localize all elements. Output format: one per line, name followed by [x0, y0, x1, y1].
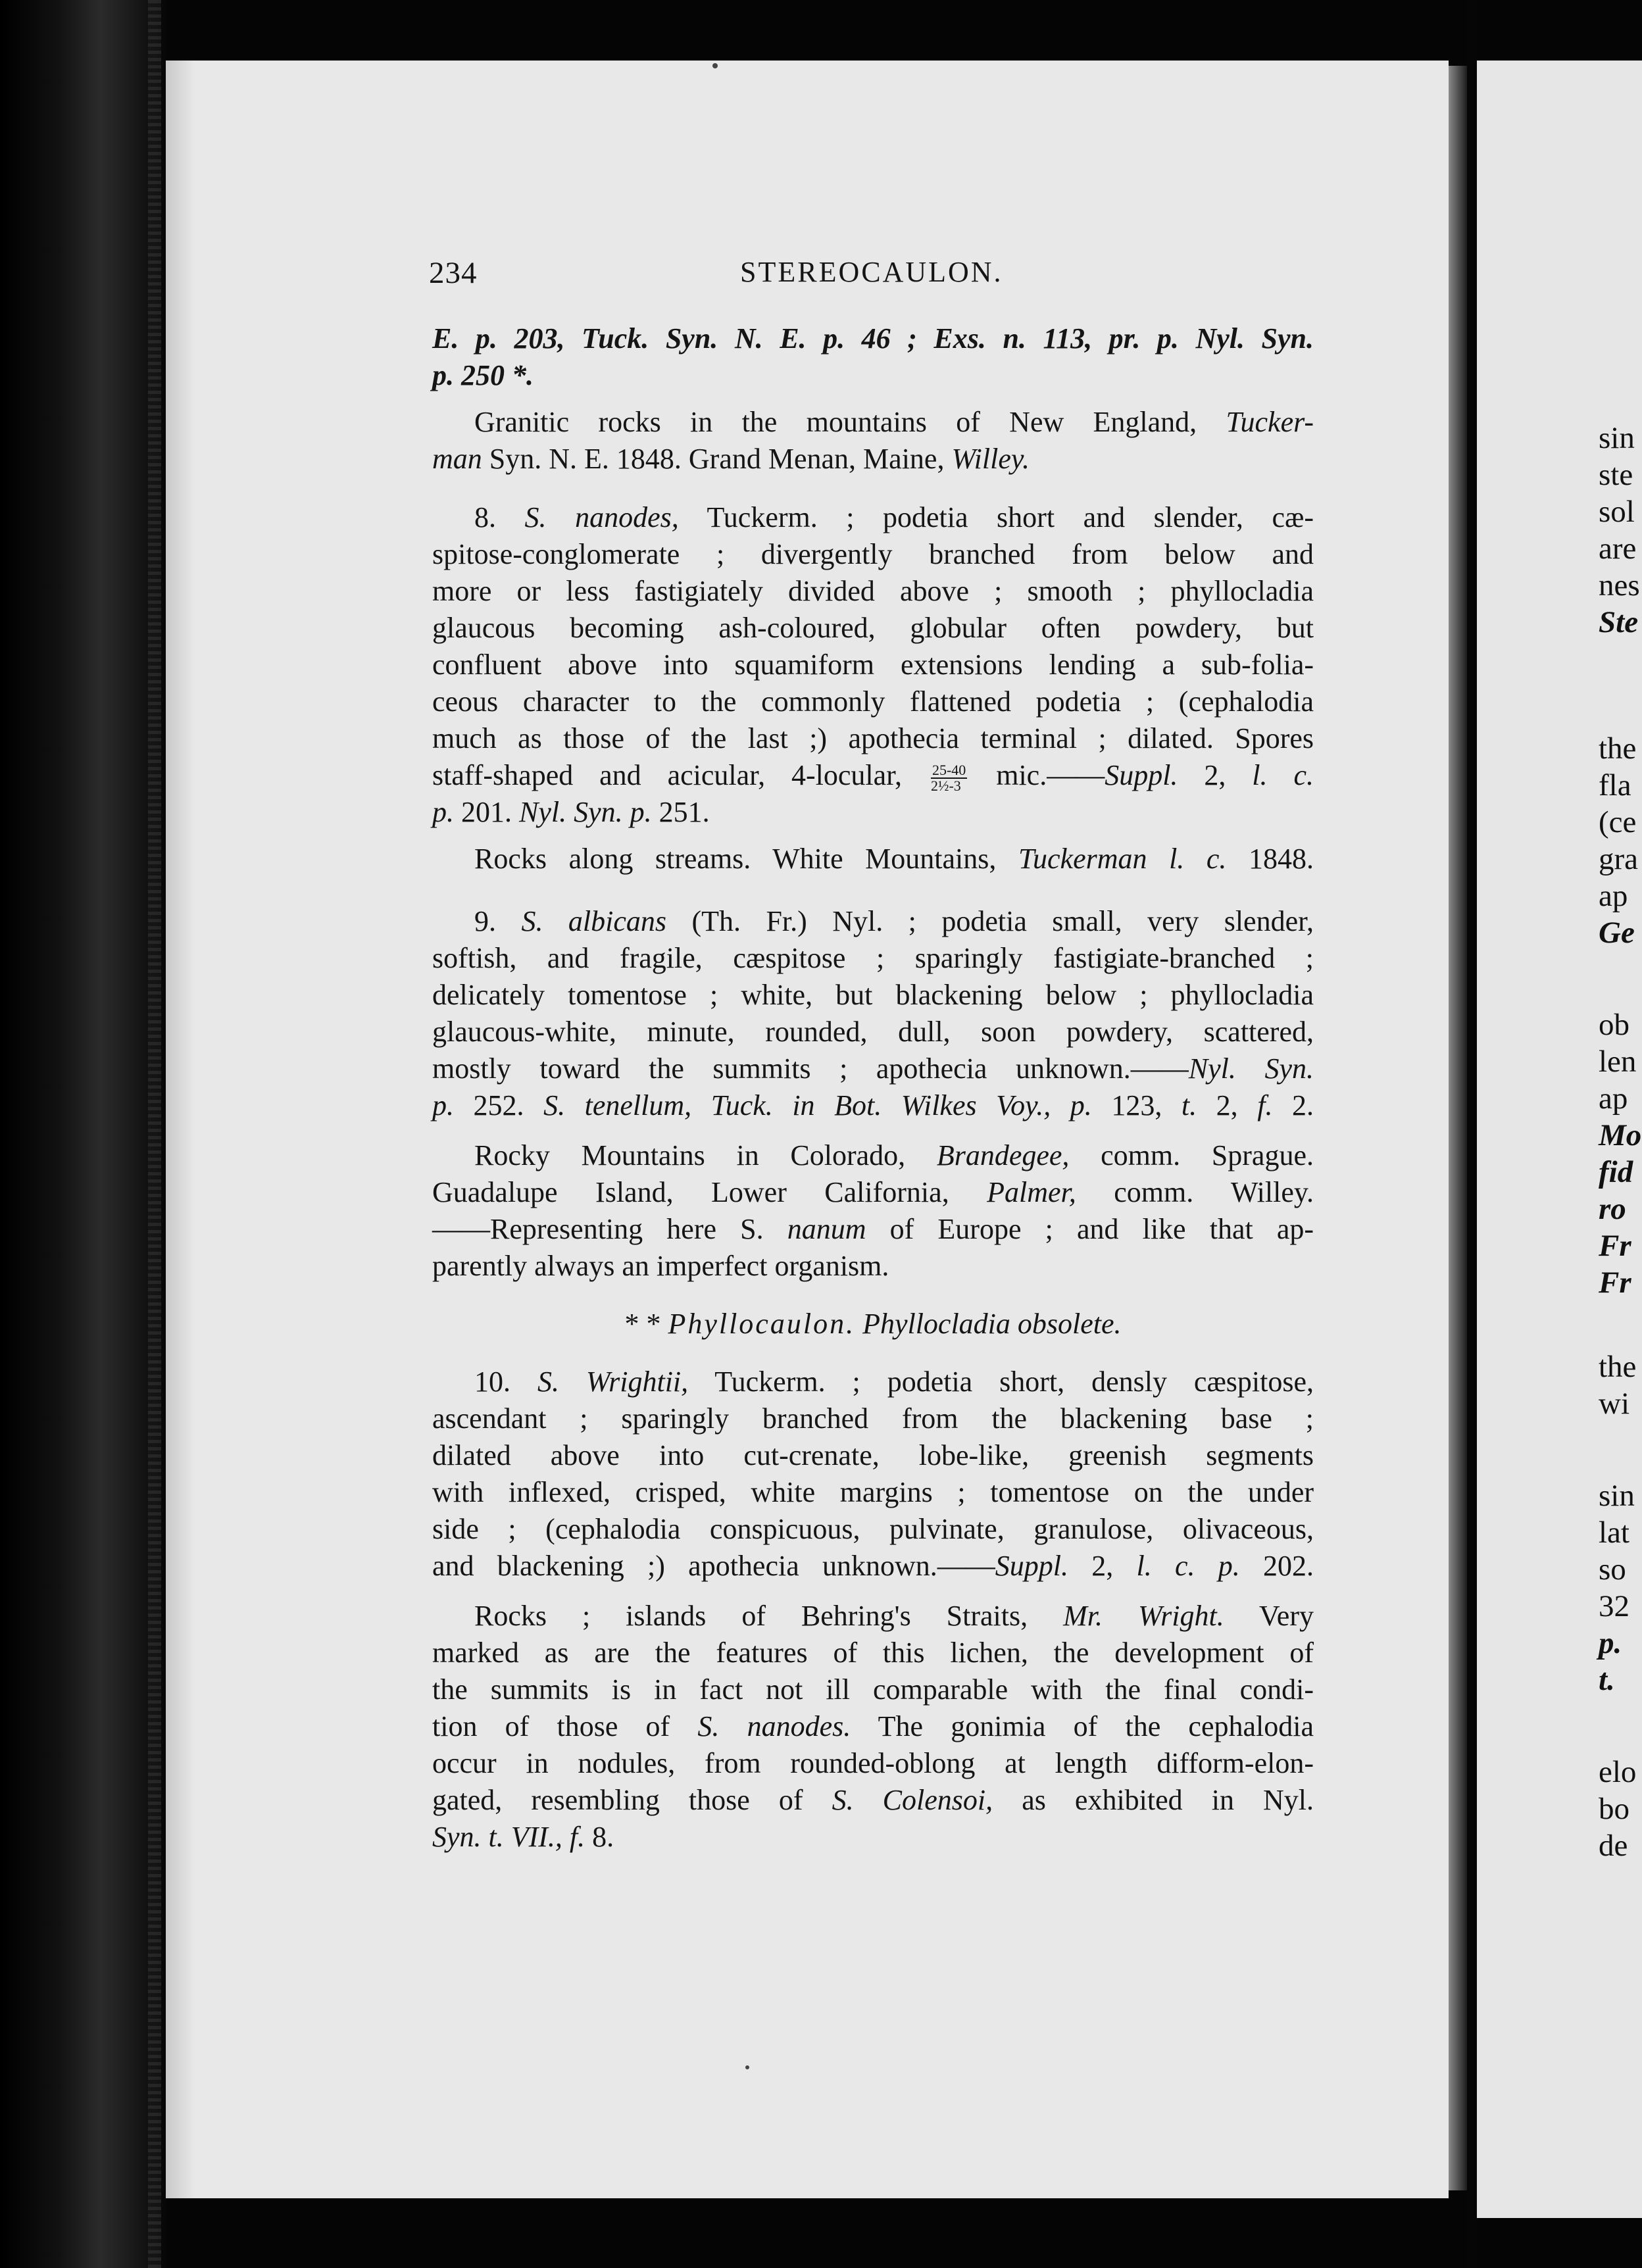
facing-line: nes [1599, 568, 1640, 603]
species-entry-line: 8. S. nanodes, Tuckerm. ; podetia short and slender, cæ- [474, 501, 1314, 533]
running-title: STEREOCAULON. [740, 256, 1003, 288]
citation-line: p. 250 *. [432, 359, 534, 391]
habitat-line: man Syn. N. E. 1848. Grand Menan, Maine, Willey. [432, 443, 1030, 475]
description-line: much as those of the last ;) apothecia terminal ; dilated. Spores [432, 722, 1314, 754]
facing-line: the [1599, 731, 1637, 766]
habitat-line: ——Representing here S. nanum of Europe ; and like that ap- [432, 1213, 1314, 1245]
facing-line: ap [1599, 1081, 1628, 1116]
facing-line: Mo [1599, 1118, 1642, 1152]
facing-line: gra [1599, 842, 1639, 876]
page-edge-shadow [1449, 66, 1467, 2190]
habitat-line: Rocky Mountains in Colorado, Brandegee, comm. Sprague. [474, 1139, 1314, 1171]
habitat-line: occur in nodules, from rounded-oblong at length difform-elon- [432, 1747, 1314, 1779]
habitat-line: gated, resembling those of S. Colensoi, as exhibited in Nyl. [432, 1784, 1314, 1816]
facing-line: fla [1599, 768, 1631, 802]
description-line: glaucous-white, minute, rounded, dull, soon powdery, scattered, [432, 1016, 1314, 1048]
facing-line: ob [1599, 1008, 1630, 1042]
facing-line: (ce [1599, 805, 1637, 839]
description-line: staff-shaped and acicular, 4-locular, $\frac{25-40}{\text{2½-3}}$ mic.——Suppl. 2, l. c. [432, 759, 1314, 794]
habitat-line: marked as are the features of this lichen, the development of [432, 1637, 1314, 1669]
facing-line: elo [1599, 1755, 1637, 1789]
spore-size-fraction: $\frac{25-40}{\text{2½-3}}$ [930, 761, 966, 794]
facing-line: are [1599, 531, 1637, 566]
facing-line: ap [1599, 879, 1628, 913]
species-entry-line: 10. S. Wrightii, Tuckerm. ; podetia short, densly cæspitose, [474, 1366, 1314, 1398]
section-heading: * * Phyllocaulon. Phyllocladia obsolete. [624, 1308, 1122, 1340]
facing-line: Ge [1599, 916, 1635, 950]
facing-line: sol [1599, 495, 1635, 529]
description-line: ceous character to the commonly flattened podetia ; (cephalodia [432, 685, 1314, 718]
description-line: with inflexed, crisped, white margins ; tomentose on the under [432, 1476, 1314, 1508]
facing-line: the [1599, 1350, 1637, 1384]
habitat-line: Rocks along streams. White Mountains, Tuckerman l. c. 1848. [474, 843, 1314, 875]
facing-line: de [1599, 1829, 1628, 1863]
facing-line: Ste [1599, 605, 1639, 639]
description-line: ascendant ; sparingly branched from the blackening base ; [432, 1402, 1314, 1435]
facing-line: bo [1599, 1792, 1630, 1826]
description-line: spitose-conglomerate ; divergently branched from below and [432, 538, 1314, 570]
facing-line: sin [1599, 1479, 1635, 1513]
habitat-line: Granitic rocks in the mountains of New England, Tucker- [474, 406, 1314, 438]
print-speck [712, 63, 718, 68]
facing-line: 32 [1599, 1589, 1630, 1623]
facing-line: lat [1599, 1516, 1630, 1550]
facing-line: wi [1599, 1387, 1630, 1421]
description-line: confluent above into squamiform extensions lending a sub-folia- [432, 649, 1314, 681]
book-gutter [1467, 0, 1477, 2268]
facing-line: Fr [1599, 1266, 1631, 1300]
page-number: 234 [429, 256, 478, 290]
facing-line: len [1599, 1045, 1637, 1079]
description-line: dilated above into cut-crenate, lobe-like, greenish segments [432, 1439, 1314, 1471]
facing-line: t. [1599, 1663, 1615, 1697]
habitat-line: the summits is in fact not ill comparable with the final condi- [432, 1673, 1314, 1706]
facing-line: ste [1599, 458, 1633, 492]
citation-line: E. p. 203, Tuck. Syn. N. E. p. 46 ; Exs. n. 113, pr. p. Nyl. Syn. [432, 322, 1314, 355]
habitat-line: Guadalupe Island, Lower California, Palmer, comm. Willey. [432, 1176, 1314, 1208]
description-line: and blackening ;) apothecia unknown.——Suppl. 2, l. c. p. 202. [432, 1550, 1314, 1582]
description-line: softish, and fragile, cæspitose ; sparingly fastigiate-branched ; [432, 942, 1314, 974]
habitat-line: tion of those of S. nanodes. The gonimia of the cephalodia [432, 1710, 1314, 1742]
facing-line: ro [1599, 1192, 1626, 1226]
species-entry-line: 9. S. albicans (Th. Fr.) Nyl. ; podetia small, very slender, [474, 905, 1314, 937]
habitat-line: Syn. t. VII., f. 8. [432, 1821, 614, 1853]
facing-line: fid [1599, 1155, 1633, 1189]
facing-line: sin [1599, 421, 1635, 455]
citation-line: p. 252. S. tenellum, Tuck. in Bot. Wilkes Voy., p. 123, t. 2, f. 2. [432, 1089, 1314, 1122]
description-line: glaucous becoming ash-coloured, globular often powdery, but [432, 612, 1314, 644]
facing-line: Fr [1599, 1229, 1631, 1263]
description-line: more or less fastigiately divided above ; smooth ; phyllocladia [432, 575, 1314, 607]
book-spine-left [0, 0, 168, 2268]
print-speck [745, 2065, 749, 2069]
description-line: mostly toward the summits ; apothecia unknown.——Nyl. Syn. [432, 1052, 1314, 1085]
habitat-line: parently always an imperfect organism. [432, 1250, 889, 1282]
description-line: delicately tomentose ; white, but blackening below ; phyllocladia [432, 979, 1314, 1011]
description-line: side ; (cephalodia conspicuous, pulvinate, granulose, olivaceous, [432, 1513, 1314, 1545]
facing-line: so [1599, 1552, 1626, 1587]
facing-line: p. [1599, 1626, 1622, 1660]
citation-line: p. 201. Nyl. Syn. p. 251. [432, 796, 710, 828]
habitat-line: Rocks ; islands of Behring's Straits, Mr. Wright. Very [474, 1600, 1314, 1632]
